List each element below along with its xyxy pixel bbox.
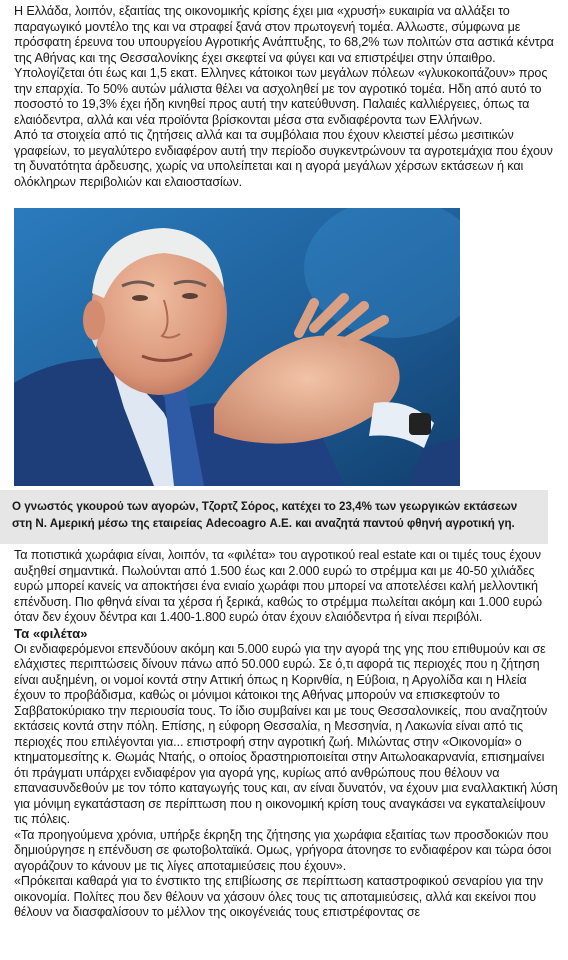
paragraph-regions: Οι ενδιαφερόμενοι επενδύουν ακόμη και 5.000 ευρώ για την αγορά της γης που επιθυμούν και σε ελάχιστες περιπτώσεις δίνουν πάνω από 50.000 ευρώ. Σε ό,τι αφορά τις περιοχές που η ζήτηση είναι αυξημένη, οι νομοί κοντά στην Αττική όπως η Κορινθία, η Εύβοια, η Αργολίδα και η Ηλεία έχουν το προβάδισμα, καθώς οι μόνιμοι κάτοικοι της Αθήνας μπορούν να επισκεφτούν το Σαββατοκύριακο την περιουσία τους. Το ίδιο συμβαίνει και με τους Θεσσαλονικείς, που αναζητούν εκτάσεις κοντά στην πόλη. Επίσης, η εύφορη Θεσσαλία, η Μεσσηνία, η Λακωνία είναι από τις περιοχές που επιλέγονται για... επιστροφή στην αγροτική ζωή. Μιλώντας στην «Οικονομία» ο κτηματομεσίτης κ. Θωμάς Νταής, ο οποίος δραστηριοποιείται στην Αιτωλοακαρνανία, επισημαίνει ότι πράγματι υπάρχει ενδιαφέρον για αγορά γης, κυρίως από ανθρώπους που θέλουν να επανασυνδεθούν με τον τόπο καταγωγής τους και, αν είναι δυνατόν, να έχουν μια εναλλακτική λύση για μόνιμη εγκατάσταση σε περίπτωση που η οικονομική κρίση τους αναγκάσει να εγκαταλείψουν τις πόλεις. — [14, 641, 558, 826]
article-bottom-text — [14, 548, 558, 921]
intro-paragraph: Η Ελλάδα, λοιπόν, εξαιτίας της οικονομικής κρίσης έχει μια «χρυσή» ευκαιρία να αλλάξει το παραγωγικό μοντέλο της και να στραφεί ξανά στον πρωτογενή τομέα. Αλλωστε, σύμφωνα με πρόσφατη έρευνα του υπουργείου Αγροτικής Ανάπτυξης, το 68,2% των πολιτών στα αστικά κέντρα της Αθήνας και της Θεσσαλονίκης έχει σκεφτεί να φύγει και να επιστρέψει στην ύπαιθρο. Υπολογίζεται ότι έως και 1,5 εκατ. Ελληνες κάτοικοι των μεγάλων πόλεων «γλυκοκοιτάζουν» προς την επαρχία. Το 50% αυτών μάλιστα θέλει να ασχοληθεί με τον αγροτικό τομέα. Ηδη από αυτό το ποσοστό το 19,3% έχει ήδη κινηθεί προς αυτή την κατεύθυνση. Παλαιές καλλιέργειες, όπως τα ελαιόδεντρα, αλλά και νέα προϊόντα βρίσκονται μέσα στα ενδιαφέροντα των Ελλήνων. — [14, 4, 554, 127]
portrait-photo — [14, 208, 460, 486]
subheading: Τα «φιλέτα» — [14, 625, 88, 641]
paragraph-prices: Τα ποτιστικά χωράφια είναι, λοιπόν, τα «φιλέτα» του αγροτικού real estate και οι τιμές τους έχουν αυξηθεί σημαντικά. Πωλούνται από 1.500 έως και 2.000 ευρώ το στρέμμα και με 40-50 χιλιάδες ευρώ μπορεί κανείς να αποκτήσει ένα ενιαίο χωράφι που μπορεί να αποτελέσει καλή μελλοντική επένδυση. Πιο φθηνά είναι τα χέρσα ή ξερικά, καθώς το στρέμμα πωλείται ακόμη και 1.000 ευρώ όταν δεν έχουν δέντρα και 1.400-1.800 ευρώ όταν έχουν ελαιόδεντρα ή είναι περιβόλι. — [14, 548, 542, 624]
quote-paragraph-1: «Τα προηγούμενα χρόνια, υπήρξε έκρηξη της ζήτησης για χωράφια εξαιτίας των προσδοκιών που δημιούργησε η επένδυση σε φωτοβολταϊκά. Ομως, γρήγορα άτονησε το ενδιαφέρον και τώρα όσοι αγοράζουν το κάνουν με τις λίγες αποταμιεύσεις που έχουν». — [14, 827, 552, 873]
quote-paragraph-2: «Πρόκειται καθαρά για το ένστικτο της επιβίωσης σε περίπτωση καταστροφικού σεναρίου για την οικονομία. Πολίτες που δεν θέλουν να χάσουν όλες τους τις αποταμιεύσεις, αλλά και εκείνοι που θέλουν να διασφαλίσουν το μέλλον της οικογένειάς τους επιστρέφοντας σε — [14, 874, 544, 919]
photo-caption: Ο γνωστός γκουρού των αγορών, Τζορτζ Σόρος, κατέχει το 23,4% των γεωργικών εκτάσεων στη Ν. Αμερική μέσω της εταιρείας Adecoagro Α.Ε. και αναζητά παντού φθηνή αγροτική γη. — [0, 490, 548, 544]
article-photo — [14, 208, 460, 486]
paragraph-demand: Από τα στοιχεία από τις ζητήσεις αλλά και τα συμβόλαια που έχουν κλειστεί μέσω μεσιτικών γραφείων, το μεγαλύτερο ενδιαφέρον αυτή την περίοδο συγκεντρώνουν τα αγροτεμάχια που έχουν τη δυνατότητα άρδευσης, χωρίς να υπολείπεται και η αγορά μεγάλων χέρσων εκτάσεων ή και ολόκληρων περιβολιών και ελαιοστασίων. — [14, 128, 553, 189]
article-top-text — [14, 4, 558, 190]
